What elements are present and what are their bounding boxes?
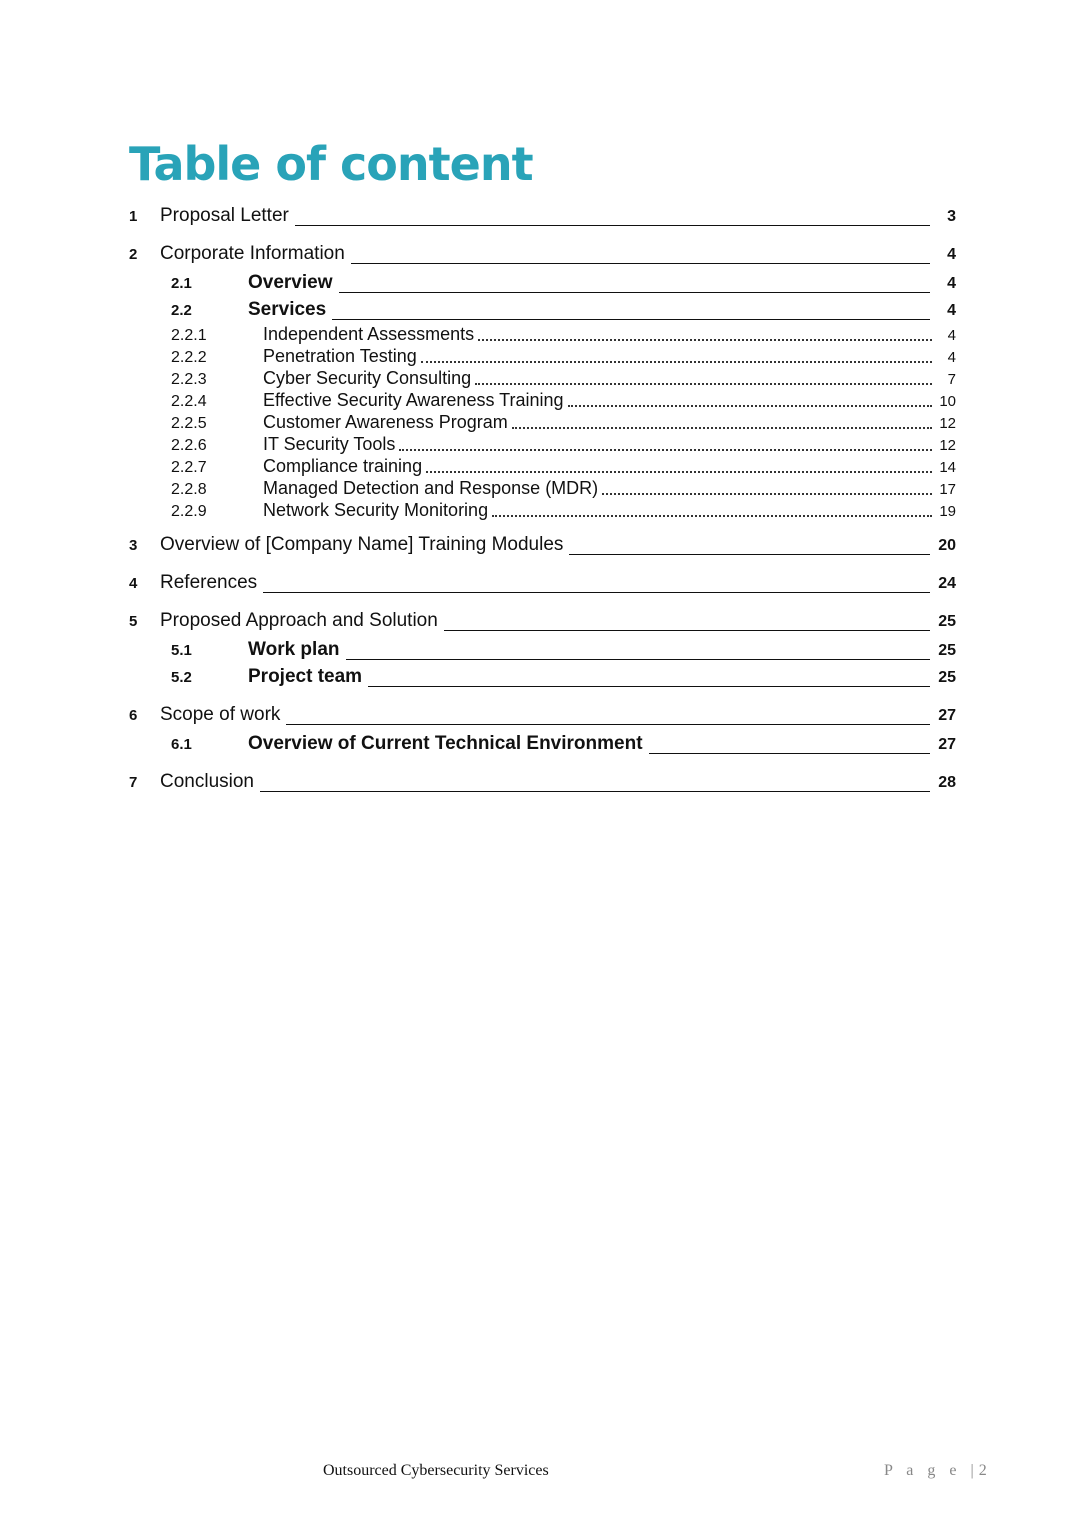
- toc-entry-label: Overview: [248, 272, 333, 293]
- toc-entry-label: Work plan: [248, 639, 340, 660]
- toc-entry-number: 6: [129, 707, 138, 724]
- toc-entry-number: 4: [129, 575, 138, 592]
- toc-entry-number: 2.2.2: [171, 349, 207, 366]
- toc-entry[interactable]: [129, 666, 956, 692]
- toc-entry-number: 7: [129, 774, 138, 791]
- toc-entry[interactable]: [129, 299, 956, 325]
- toc-entry[interactable]: [129, 324, 956, 346]
- toc-entry-page: 27: [938, 707, 956, 724]
- toc-entry-page: 25: [938, 642, 956, 659]
- toc-entry-label: Compliance training: [263, 456, 423, 476]
- toc-leader: [263, 592, 930, 593]
- toc-entry-page: 7: [947, 371, 956, 388]
- toc-entry-page: 4: [947, 302, 956, 319]
- toc-entry-number: 2.2.8: [171, 481, 207, 498]
- toc-entry-label: Services: [248, 299, 327, 320]
- toc-entry-number: 2.1: [171, 275, 192, 292]
- toc-leader: [295, 225, 930, 226]
- toc-leader: [426, 471, 932, 473]
- toc-entry[interactable]: [129, 272, 956, 298]
- toc-entry-number: 5: [129, 613, 138, 630]
- toc-entry-label: Scope of work: [160, 704, 281, 725]
- toc-leader: [569, 554, 930, 555]
- toc-entry-number: 2.2.9: [171, 503, 207, 520]
- toc-entry-label: Overview of [Company Name] Training Modules: [160, 534, 564, 555]
- toc-leader: [478, 339, 932, 341]
- page-title: Table of content: [129, 137, 533, 191]
- toc-entry[interactable]: [129, 704, 956, 730]
- toc-entry[interactable]: [129, 412, 956, 434]
- toc-entry-label: Project team: [248, 666, 363, 687]
- toc-entry-label: Independent Assessments: [263, 324, 475, 344]
- toc-entry-label: Conclusion: [160, 771, 254, 792]
- toc-leader: [649, 753, 930, 754]
- toc-entry[interactable]: [129, 205, 956, 231]
- toc-entry-label: Cyber Security Consulting: [263, 368, 472, 388]
- toc-entry-label: IT Security Tools: [263, 434, 396, 454]
- toc-leader: [475, 383, 932, 385]
- toc-entry[interactable]: [129, 572, 956, 598]
- toc-entry-page: 4: [947, 327, 956, 344]
- toc-entry-page: 20: [938, 537, 956, 554]
- toc-entry-number: 6.1: [171, 736, 192, 753]
- footer-page-indicator: [884, 1462, 987, 1480]
- toc-entry[interactable]: [129, 639, 956, 665]
- toc-entry-page: 28: [938, 774, 956, 791]
- toc-entry-number: 2.2.3: [171, 371, 207, 388]
- toc-entry[interactable]: [129, 610, 956, 636]
- toc-entry-page: 14: [939, 459, 956, 476]
- toc-entry-number: 2.2: [171, 302, 192, 319]
- toc-leader: [568, 405, 933, 407]
- toc-leader: [286, 724, 930, 725]
- toc-leader: [512, 427, 932, 429]
- toc-entry-label: Customer Awareness Program: [263, 412, 508, 432]
- toc-entry-number: 3: [129, 537, 138, 554]
- toc-entry-number: 5.2: [171, 669, 192, 686]
- toc-entry[interactable]: [129, 534, 956, 560]
- toc-entry-label: Penetration Testing: [263, 346, 417, 366]
- footer-page-number: 2: [978, 1462, 987, 1479]
- toc-entry-page: 4: [947, 275, 956, 292]
- toc-leader: [346, 659, 931, 660]
- toc-entry-label: Proposed Approach and Solution: [160, 610, 438, 631]
- toc-entry[interactable]: [129, 390, 956, 412]
- toc-entry-page: 10: [939, 393, 956, 410]
- toc-leader: [260, 791, 930, 792]
- toc-entry-page: 12: [939, 437, 956, 454]
- toc-leader: [339, 292, 931, 293]
- toc-entry-number: 2.2.1: [171, 327, 207, 344]
- toc-entry-number: 2.2.7: [171, 459, 207, 476]
- toc-entry-page: 19: [939, 503, 956, 520]
- toc-entry[interactable]: [129, 771, 956, 797]
- toc-entry-label: Managed Detection and Response (MDR): [263, 478, 599, 498]
- toc-entry-page: 24: [938, 575, 956, 592]
- toc-entry-label: Network Security Monitoring: [263, 500, 489, 520]
- toc-entry-page: 27: [938, 736, 956, 753]
- footer-document-title: Outsourced Cybersecurity Services: [323, 1462, 549, 1479]
- toc-entry-page: 12: [939, 415, 956, 432]
- toc-entry[interactable]: [129, 346, 956, 368]
- toc-leader: [602, 493, 932, 495]
- toc-entry-number: 5.1: [171, 642, 192, 659]
- toc-entry-number: 2.2.5: [171, 415, 207, 432]
- toc-entry-page: 4: [947, 349, 956, 366]
- toc-leader: [332, 319, 930, 320]
- toc-entry[interactable]: [129, 478, 956, 500]
- toc-leader: [421, 361, 932, 363]
- toc-entry-label: Proposal Letter: [160, 205, 289, 226]
- toc-entry-page: 17: [939, 481, 956, 498]
- toc-entry-number: 2: [129, 246, 138, 263]
- toc-entry[interactable]: [129, 368, 956, 390]
- toc-entry[interactable]: [129, 500, 956, 522]
- toc-entry-page: 25: [938, 669, 956, 686]
- toc-leader: [492, 515, 932, 517]
- toc-leader: [444, 630, 930, 631]
- toc-entry-label: Overview of Current Technical Environment: [248, 733, 643, 754]
- toc-entry-page: 25: [938, 613, 956, 630]
- toc-entry-label: Corporate Information: [160, 243, 345, 264]
- toc-entry-number: 1: [129, 208, 138, 225]
- toc-entry-number: 2.2.6: [171, 437, 207, 454]
- toc-leader: [351, 263, 930, 264]
- toc-entry-label: Effective Security Awareness Training: [263, 390, 564, 410]
- toc-entry-number: 2.2.4: [171, 393, 207, 410]
- toc-entry[interactable]: [129, 456, 956, 478]
- toc-leader: [368, 686, 930, 687]
- footer-page-label: P a g e |: [884, 1462, 979, 1479]
- toc-entry-label: References: [160, 572, 258, 593]
- toc-entry[interactable]: [129, 243, 956, 269]
- toc-entry[interactable]: [129, 733, 956, 759]
- toc-entry-page: 4: [947, 246, 956, 263]
- toc-entry-page: 3: [947, 208, 956, 225]
- toc-leader: [399, 449, 932, 451]
- toc-entry[interactable]: [129, 434, 956, 456]
